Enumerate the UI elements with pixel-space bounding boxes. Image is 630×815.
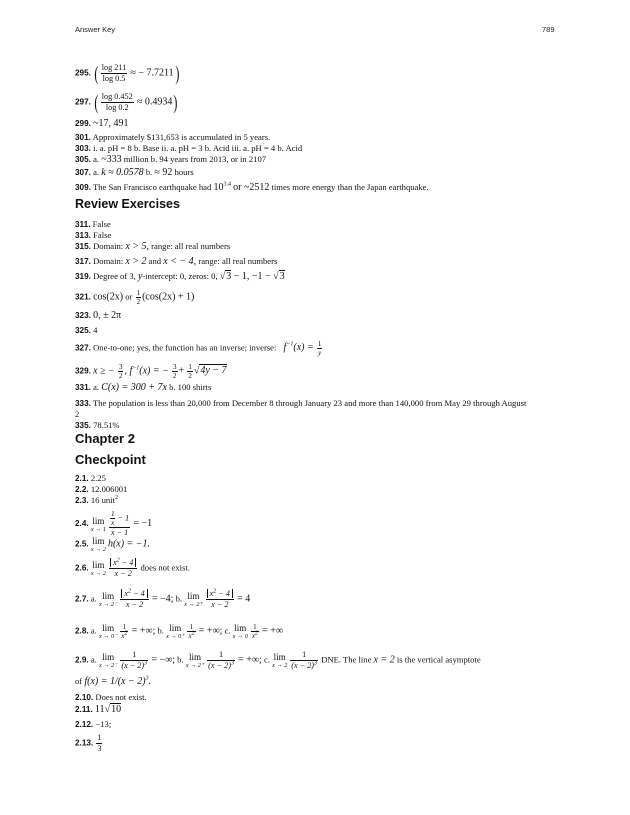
limit-operator: lim x → 2 (272, 652, 288, 669)
fraction: $\frac{1}{y}$ (317, 340, 322, 357)
section-heading-review: Review Exercises (75, 197, 180, 211)
item-number: 307. (75, 168, 91, 177)
answer-331: 331. a. C(x) = 300 + 7x b. 100 shirts (75, 382, 212, 393)
item-number: 299. (75, 119, 91, 128)
item-number: 319. (75, 272, 91, 281)
item-number: 2.13. (75, 738, 94, 748)
fraction: $\frac{1}{(x - 2)^3}$ (121, 650, 148, 670)
item-number: 333. (75, 399, 91, 408)
limit-operator: lim x → 2 (90, 560, 106, 577)
section-heading-checkpoint: Checkpoint (75, 452, 146, 467)
answer-2-4: 2.4. lim x → 1 $\frac{1}{x}$ − 1 x − 1 = −1 (75, 510, 153, 537)
answer-321: 321. cos(2x) or $\frac{1}{2}$ (cos(2x) + 1) (75, 289, 195, 306)
item-number: 2.7. (75, 594, 89, 604)
fraction: $\frac{1}{(x - 2)^3}$ (208, 650, 234, 670)
item-number: 2.11. (75, 705, 93, 714)
item-number: 2.8. (75, 626, 89, 636)
answer-305: 305. a. ~333 million b. 94 years from 2013, or in 2107 (75, 154, 267, 165)
answer-2-11: 2.11. 11√10 (75, 704, 122, 715)
answer-317: 317. Domain: x > 2 and x < − 4, range: all real numbers (75, 256, 278, 267)
item-number: 297. (75, 97, 91, 107)
answer-303: 303. i. a. pH = 8 b. Base ii. a. pH = 3 b. Acid iii. a. pH = 4 b. Acid (75, 143, 303, 153)
item-number: 305. (75, 155, 91, 164)
answer-323: 323. 0, ± 2π (75, 310, 122, 321)
answer-2-12: 2.12. −13; (75, 719, 112, 729)
item-number: 2.1. (75, 474, 89, 483)
answer-307: 307. a. k ≈ 0.0578 b. ≈ 92 hours (75, 167, 194, 178)
chapter-heading: Chapter 2 (75, 431, 135, 446)
answer-2-6: 2.6. lim x → 2 $\frac{x^2 - 4}{x - 2}$ does not exist. (75, 557, 190, 578)
answer-2-9: 2.9. a. lim x → 2⁻ $\frac{1}{(x - 2)^3}$ = −∞; b. lim x → 2⁺ $\frac{1}{(x - 2)^3}$ = +∞; c. lim x → 2 $\frac{1}{(x - 2)^3}$ DNE. The line x = 2 is the vertical asymptote (75, 650, 481, 670)
answer-319: 319. Degree of 3, y-intercept: 0, zeros: 0, √3 − 1, −1 − √3 (75, 271, 285, 282)
answer-313: 313. False (75, 230, 112, 240)
limit-operator: lim x → 2 (90, 536, 106, 553)
answer-325: 325. 4 (75, 325, 98, 335)
answer-2-2: 2.2. 12.006001 (75, 484, 128, 494)
fraction: $\frac{1}{x}$ − 1 x − 1 (110, 510, 130, 537)
fraction: $\frac{1}{x^2}$ (251, 623, 258, 640)
item-number: 323. (75, 311, 91, 320)
answer-2-3: 2.3. 16 unit$^2$ (75, 495, 118, 505)
answer-2-1: 2.1. 2.25 (75, 473, 106, 483)
limit-operator: lim x → 0 (232, 623, 248, 640)
answer-2-9-continued: of $f(x) = 1/(x - 2)^3$. (75, 675, 152, 687)
answer-2-7: 2.7. a. lim x → 2⁻ $\frac{x^2 - 4}{x - 2}$ = −4; b. lim x → 2⁺ $\frac{x^2 - 4}{x - 2}$ = 4 (75, 588, 251, 609)
item-number: 2.3. (75, 496, 89, 505)
answer-299: 299. ~17, 491 (75, 118, 129, 129)
answer-311: 311. False (75, 219, 111, 229)
answer-315: 315. Domain: x > 5, range: all real numbers (75, 241, 231, 252)
limit-operator: lim x → 2⁺ (184, 591, 203, 608)
item-number: 303. (75, 144, 91, 153)
page-number: 789 (542, 25, 555, 34)
answer-2-10: 2.10. Does not exist. (75, 692, 147, 702)
answer-329: 329. x ≥ − $\frac{3}{2}$ , $f^{-1}(x)$ = − $\frac{3}{2}$ + $\frac{1}{2}$ √4y − 7 (75, 363, 227, 380)
answer-335: 335. 78.51% (75, 420, 120, 430)
fraction: $\frac{x^2 - 4}{x - 2}$ (206, 589, 234, 610)
item-number: 315. (75, 242, 91, 251)
limit-operator: lim x → 0⁻ (98, 623, 118, 640)
answer-301: 301. Approximately $131,653 is accumulated in 5 years. (75, 132, 271, 142)
item-number: 311. (75, 220, 91, 229)
answer-295: 295. ( $\frac{\log 211}{\log 0.5}$ ≈ − 7.7211) (75, 62, 180, 85)
item-number: 309. (75, 183, 91, 192)
item-number: 325. (75, 326, 91, 335)
fraction: $\frac{x^2 - 4}{x - 2}$ (109, 558, 137, 579)
item-number: 313. (75, 231, 91, 240)
item-number: 301. (75, 133, 91, 142)
item-number: 331. (75, 383, 91, 392)
limit-operator: lim x → 0⁺ (166, 623, 185, 640)
answer-2-13 (75, 733, 103, 754)
item-number: 2.9. (75, 655, 89, 665)
limit-operator: lim x → 2⁺ (185, 652, 205, 669)
answer-309: 309. The San Francisco earthquake had $10^{3.4}$ or ~2512 times more energy than the Japan earthquake. (75, 181, 429, 193)
limit-operator: lim x → 2⁻ (98, 652, 118, 669)
limit-operator: lim x → 1 (90, 515, 106, 533)
item-number: 295. (75, 68, 91, 78)
fraction: $\frac{\log 0.452}{\log 0.2}$ (101, 92, 133, 112)
answer-333: 333. The population is less than 20,000 from December 8 through January 23 and more than 140,000 from May 29 through August (75, 398, 527, 408)
item-number: 2.5. (75, 539, 89, 549)
item-number: 329. (75, 366, 91, 376)
item-number: 2.2. (75, 485, 89, 494)
answer-2-8: 2.8. a. lim x → 0⁻ $\frac{1}{x^2}$ = +∞; b. lim x → 0⁺ $\frac{1}{x^2}$ = +∞; c. lim x → 0 $\frac{1}{x^2}$ = +∞ (75, 623, 283, 640)
fraction: $\frac{\log 211}{\log 0.5}$ (101, 63, 127, 83)
answer-327: 327. One-to-one; yes, the function has an inverse; inverse: $f^{-1}(x)$ = $\frac{1}{y}$ (75, 340, 322, 357)
fraction: $\frac{1}{2}$ (136, 289, 141, 306)
item-number: 2.12. (75, 720, 94, 729)
item-number: 335. (75, 421, 91, 430)
item-number: 2.4. (75, 518, 89, 528)
fraction: $\frac{1}{(x - 2)^3}$ (291, 650, 318, 670)
answer-333-continued: 2 (75, 409, 80, 419)
item-number: 321. (75, 292, 91, 302)
item-number: 2.10. (75, 693, 94, 702)
limit-operator: lim x → 2⁻ (98, 591, 118, 608)
fraction: $\frac{1}{3}$ (97, 733, 102, 753)
item-number: 327. (75, 343, 91, 353)
fraction: $\frac{x^2 - 4}{x - 2}$ (120, 589, 148, 610)
item-number: 2.6. (75, 563, 89, 573)
running-header: Answer Key (75, 25, 116, 34)
item-number: 317. (75, 257, 91, 266)
fraction: $\frac{1}{x^2}$ (121, 623, 128, 640)
answer-2-5: 2.5. lim x → 2 h(x) = −1. (75, 536, 151, 553)
answer-297: 297. ( $\frac{\log 0.452}{\log 0.2}$ ≈ 0.4934) (75, 91, 178, 114)
fraction: $\frac{1}{x^2}$ (188, 623, 195, 640)
